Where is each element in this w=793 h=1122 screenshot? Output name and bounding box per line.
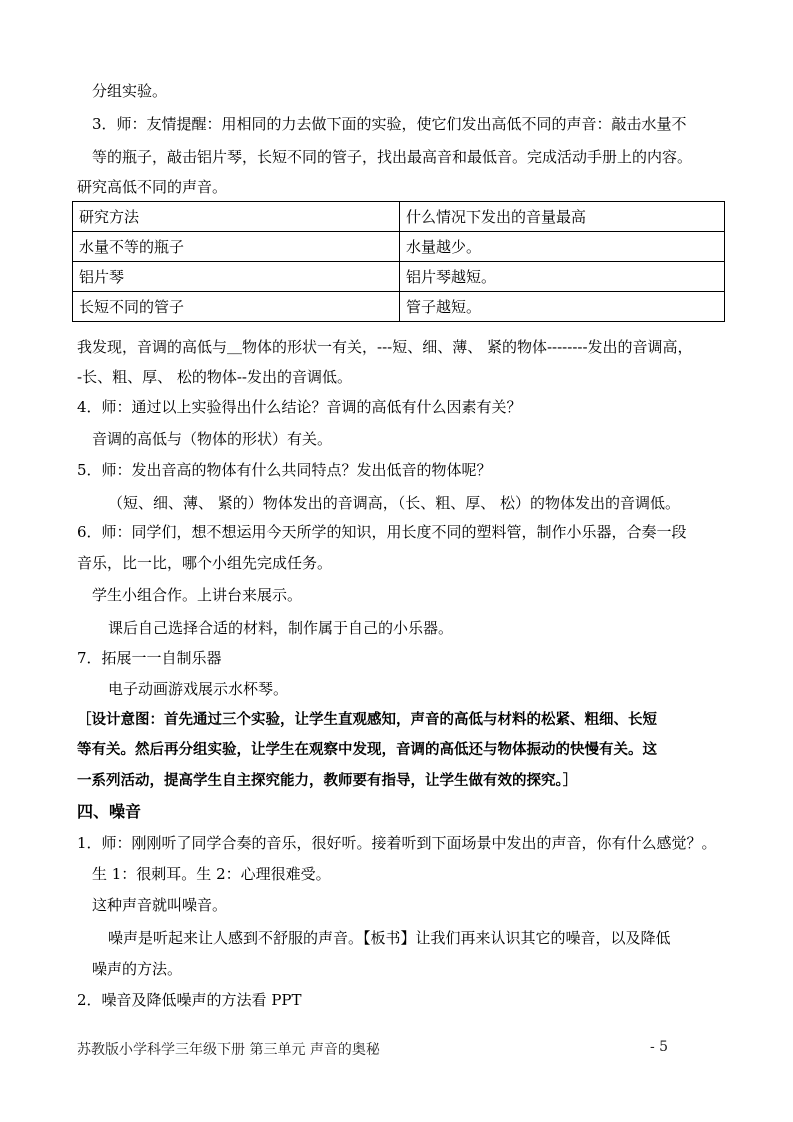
paragraph: 噪声的方法。 <box>92 960 183 978</box>
table-row <box>73 292 725 322</box>
paragraph: 学生小组合作。上讲台来展示。 <box>92 586 303 604</box>
table-cell: 长短不同的管子 <box>73 292 400 322</box>
table-cell: 水量越少。 <box>400 232 725 262</box>
paragraph: （短、细、薄、 紧的）物体发出的音调高，（长、粗、厚、 松）的物体发出的音调低。 <box>108 494 681 512</box>
paragraph: 电子动画游戏展示水杯琴。 <box>108 680 289 698</box>
research-table <box>72 201 725 322</box>
paragraph: 音调的高低与（物体的形状）有关。 <box>92 430 333 448</box>
paragraph: 音乐，比一比，哪个小组先完成任务。 <box>77 554 333 572</box>
design-intent: 一系列活动，提高学生自主探究能力，教师要有指导，让学生做有效的探究。］ <box>77 773 578 789</box>
table-header-cell: 研究方法 <box>73 202 400 232</box>
page-number: - 5 <box>650 1039 669 1055</box>
paragraph: 我发现，音调的高低与＿物体的形状一有关，---短、细、薄、 紧的物体--------发出的音调高， <box>77 338 693 356</box>
design-intent: ［设计意图：首先通过三个实验，让学生直观感知，声音的高低与材料的松紧、粗细、长短 <box>77 712 657 728</box>
paragraph: 研究高低不同的声音。 <box>77 178 228 196</box>
design-intent: 等有关。然后再分组实验，让学生在观察中发现，音调的高低还与物体振动的快慢有关。这 <box>77 742 657 758</box>
paragraph: 1．师：刚刚听了同学合奏的音乐，很好听。接着听到下面场景中发出的声音，你有什么感觉？。 <box>77 834 717 852</box>
table-header-cell: 什么情况下发出的音量最高 <box>400 202 725 232</box>
paragraph: 5．师：发出音高的物体有什么共同特点？发出低音的物体呢？ <box>77 461 492 479</box>
table-row <box>73 262 725 292</box>
paragraph: 等的瓶子，敲击铝片琴，长短不同的管子，找出最高音和最低音。完成活动手册上的内容。 <box>92 148 693 166</box>
paragraph: 6．师：同学们，想不想运用今天所学的知识，用长度不同的塑料管，制作小乐器，合奏一段 <box>77 523 687 541</box>
paragraph: 3．师：友情提醒：用相同的力去做下面的实验，使它们发出高低不同的声音：敲击水量不 <box>92 115 687 133</box>
table-header-row <box>73 202 725 232</box>
paragraph: 这种声音就叫噪音。 <box>92 896 228 914</box>
paragraph: 分组实验。 <box>92 82 168 100</box>
paragraph: -长、粗、厚、 松的物体--发出的音调低。 <box>77 368 352 386</box>
paragraph: 噪声是听起来让人感到不舒服的声音。【板书】让我们再来认识其它的噪音，以及降低 <box>108 929 671 947</box>
paragraph: 7．拓展一一自制乐器 <box>77 649 222 667</box>
paragraph: 生 1：很刺耳。生 2：心理很难受。 <box>92 865 331 883</box>
table-row <box>73 232 725 262</box>
paragraph: 2．噪音及降低噪声的方法看 PPT <box>77 991 302 1009</box>
table-cell: 铝片琴 <box>73 262 400 292</box>
table-cell: 管子越短。 <box>400 292 725 322</box>
table-cell: 铝片琴越短。 <box>400 262 725 292</box>
section-heading: 四、噪音 <box>77 802 142 821</box>
paragraph: 4．师：通过以上实验得出什么结论？音调的高低有什么因素有关？ <box>77 398 522 416</box>
table-cell: 水量不等的瓶子 <box>73 232 400 262</box>
page-footer: 苏教版小学科学三年级下册 第三单元 声音的奥秘 <box>77 1042 380 1058</box>
paragraph: 课后自己选择合适的材料，制作属于自己的小乐器。 <box>108 619 454 637</box>
